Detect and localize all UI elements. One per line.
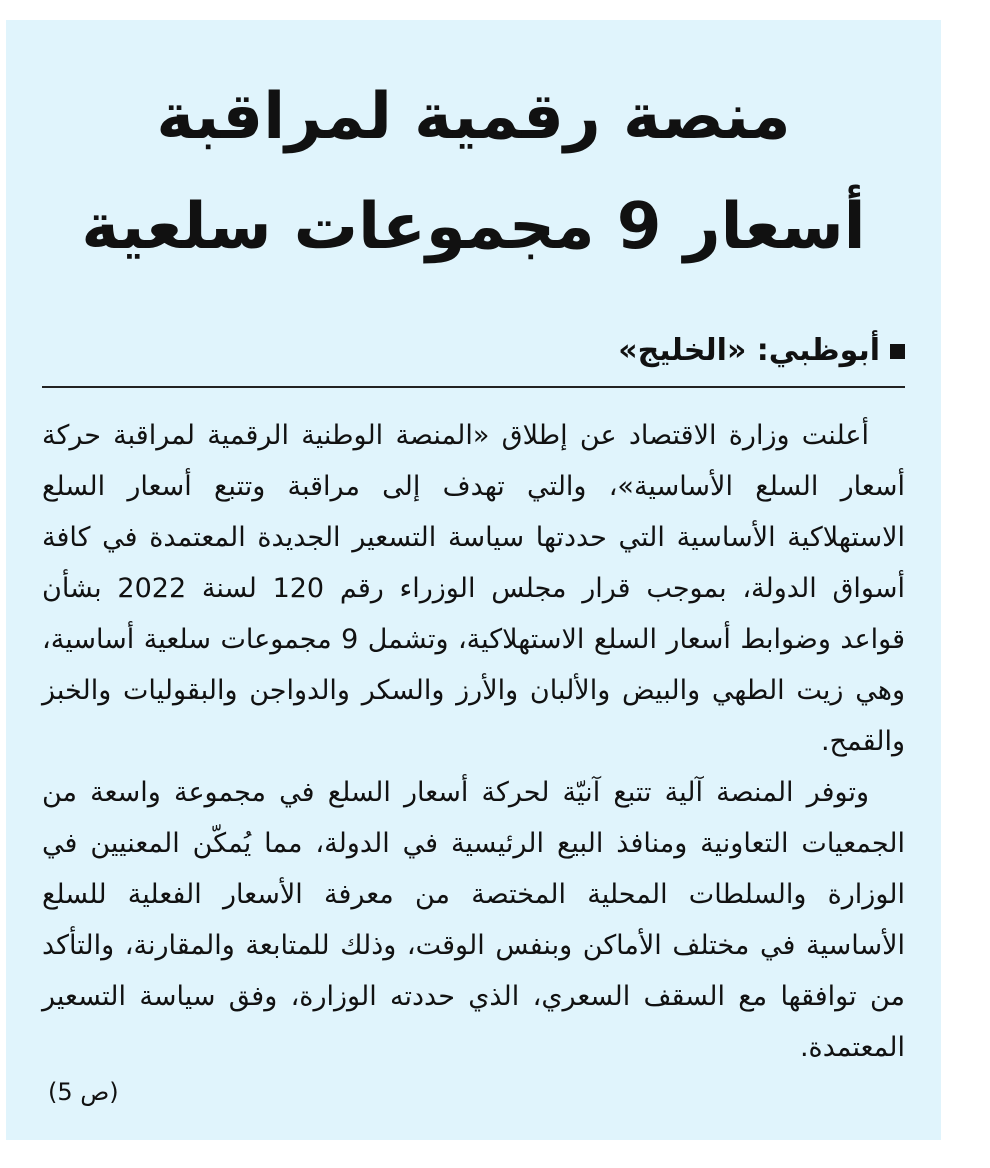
headline: [46, 62, 901, 282]
headline-line-1: منصة رقمية لمراقبة: [156, 80, 791, 154]
article-panel: [6, 20, 941, 1140]
divider-rule: [42, 386, 905, 388]
article-body: [42, 410, 905, 1073]
byline-text: أبوظبي: «الخليج»: [618, 333, 880, 368]
paragraph-1: أعلنت وزارة الاقتصاد عن إطلاق «المنصة الوطنية الرقمية لمراقبة حركة أسعار السلع الأساسية»، والتي تهدف إلى مراقبة وتتبع أسعار السلع الاستهلاكية الأساسية التي حددتها سياسة التسعير الجديدة المعتمدة في كافة أسواق الدولة، بموجب قرار مجلس الوزراء رقم 120 لسنة 2022 بشأن قواعد وضوابط أسعار السلع الاستهلاكية، وتشمل 9 مجموعات سلعية أساسية، وهي زيت الطهي والبيض والألبان والأرز والسكر والدواجن والبقوليات والخبز والقمح.: [42, 420, 905, 757]
page-reference: (ص 5): [48, 1078, 119, 1106]
square-bullet-icon: [890, 344, 905, 359]
headline-line-2: أسعار 9 مجموعات سلعية: [81, 190, 866, 264]
byline: [618, 328, 905, 374]
paragraph-2: وتوفر المنصة آلية تتبع آنيّة لحركة أسعار السلع في مجموعة واسعة من الجمعيات التعاونية ومنافذ البيع الرئيسية في الدولة، مما يُمكّن المعنيين في الوزارة والسلطات المحلية المختصة من معرفة الأسعار الفعلية للسلع الأساسية في مختلف الأماكن وبنفس الوقت، وذلك للمتابعة والمقارنة، والتأكد من توافقها مع السقف السعري، الذي حددته الوزارة، وفق سياسة التسعير المعتمدة.: [42, 777, 905, 1063]
